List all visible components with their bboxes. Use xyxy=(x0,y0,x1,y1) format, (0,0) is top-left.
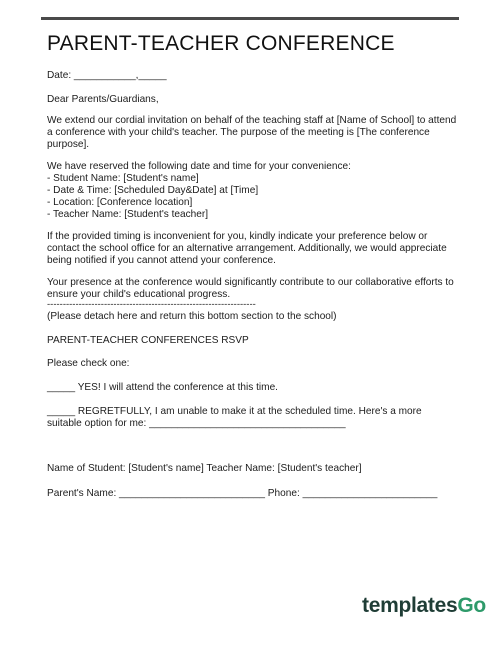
logo-text-templates: templates xyxy=(362,594,458,617)
inconvenience-line-1: If the provided timing is inconvenient for you, kindly indicate your preference below or xyxy=(47,231,428,242)
parent-phone-line: Parent's Name: __________________________ Phone: ________________________ xyxy=(47,488,438,499)
detail-teacher-name: - Teacher Name: [Student's teacher] xyxy=(47,209,209,220)
rsvp-option-no-line-1: _____ REGRETFULLY, I am unable to make it at the scheduled time. Here's a more xyxy=(47,406,422,417)
intro-line-2: a conference with your child's teacher. The purpose of the meeting is [The conference xyxy=(47,127,430,138)
detail-location: - Location: [Conference location] xyxy=(47,197,193,208)
detach-separator: ------------------------------------------------------------------ xyxy=(47,299,256,310)
salutation: Dear Parents/Guardians, xyxy=(47,94,159,105)
rsvp-title: PARENT-TEACHER CONFERENCES RSVP xyxy=(47,335,249,346)
rsvp-option-yes: _____ YES! I will attend the conference at this time. xyxy=(47,382,278,393)
student-teacher-names: Name of Student: [Student's name] Teacher Name: [Student's teacher] xyxy=(47,463,362,474)
logo-text-go: Go xyxy=(457,594,486,617)
presence-line-2: ensure your child's educational progress. xyxy=(47,289,231,300)
date-line: Date: ___________,_____ xyxy=(47,70,167,81)
top-rule xyxy=(41,17,459,20)
templatesgo-logo xyxy=(362,594,486,618)
document-title: PARENT-TEACHER CONFERENCE xyxy=(47,32,395,55)
details-heading: We have reserved the following date and time for your convenience: xyxy=(47,161,351,172)
check-one-label: Please check one: xyxy=(47,358,130,369)
rsvp-option-no-line-2: suitable option for me: ___________________________________ xyxy=(47,418,346,429)
intro-line-3: purpose]. xyxy=(47,139,90,150)
presence-line-1: Your presence at the conference would significantly contribute to our collaborative efforts to xyxy=(47,277,454,288)
detach-note: (Please detach here and return this bottom section to the school) xyxy=(47,311,337,322)
inconvenience-line-3: being notified if you cannot attend your conference. xyxy=(47,255,276,266)
intro-line-1: We extend our cordial invitation on behalf of the teaching staff at [Name of School] to attend xyxy=(47,115,457,126)
inconvenience-line-2: contact the school office for an alternative arrangement. Additionally, we would appreciate xyxy=(47,243,447,254)
detail-student-name: - Student Name: [Student's name] xyxy=(47,173,199,184)
detail-date-time: - Date & Time: [Scheduled Day&Date] at [Time] xyxy=(47,185,259,196)
